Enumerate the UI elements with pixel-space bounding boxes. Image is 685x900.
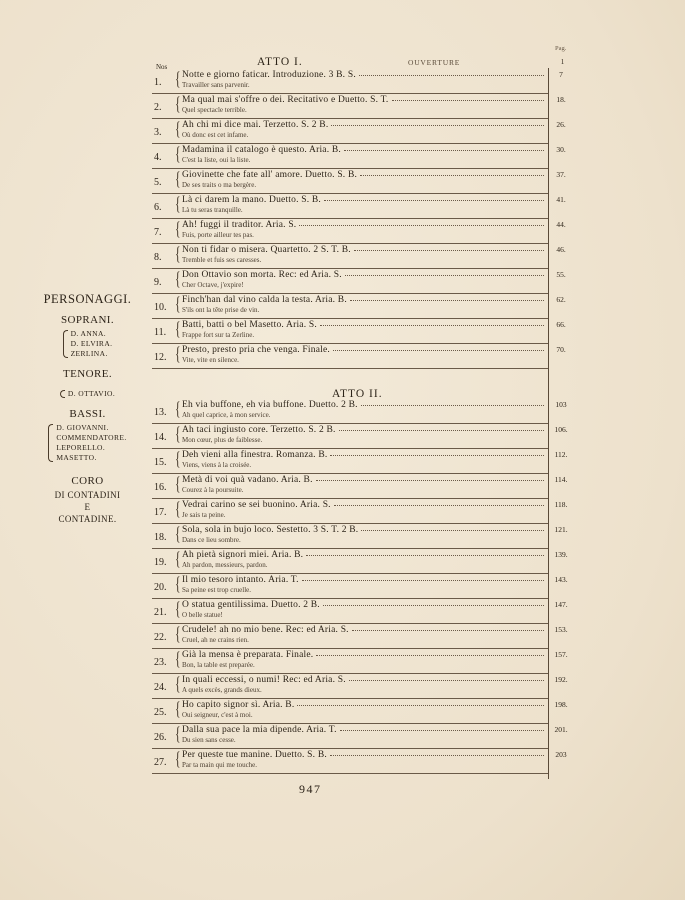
entry-title-italian: Eh via buffone, eh via buffone. Duetto. 2 B. — [182, 400, 358, 410]
entry-title-french: De ses traits o ma bergère. — [182, 181, 257, 189]
entry-title-italian: Dalla sua pace la mia dipende. Aria. T. — [182, 725, 337, 735]
leader-dots — [324, 200, 544, 201]
leader-dots — [320, 325, 544, 326]
entry-page: 18. — [556, 95, 566, 104]
entry-title-french: A quels excès, grands dieux. — [182, 686, 262, 694]
entry-title-italian: Ho capito signor sì. Aria. B. — [182, 700, 295, 710]
entry-page: 121. — [554, 525, 568, 534]
index-entry — [152, 268, 572, 294]
coro-label: CORO — [71, 475, 104, 487]
entry-number: 22. — [154, 632, 167, 643]
act-two-heading: ATTO II. — [332, 388, 383, 400]
entry-page: 143. — [554, 575, 568, 584]
entry-title-french: Bon, la table est preparée. — [182, 661, 255, 669]
entry-title-italian: Ma qual mai s'offre o dei. Recitativo e Duetto. S. T. — [182, 95, 389, 105]
entry-title-italian: Giovinette che fate all' amore. Duetto. S. B. — [182, 170, 358, 180]
index-entry — [152, 318, 572, 344]
index-entry — [152, 523, 572, 549]
brace-icon: { — [175, 144, 181, 165]
brace-icon: { — [175, 674, 181, 695]
entry-title-french: Mon cœur, plus de faiblesse. — [182, 436, 263, 444]
entry-page: 192. — [554, 675, 568, 684]
entry-title-french: Par ta main qui me touche. — [182, 761, 258, 769]
entry-page: 147. — [554, 600, 568, 609]
entry-title-french: Courez à la poursuite. — [182, 486, 244, 494]
index-entry — [152, 673, 572, 699]
entry-page: 153. — [554, 625, 568, 634]
brace-icon: { — [175, 344, 181, 365]
entry-number: 12. — [154, 352, 167, 363]
cast-list — [20, 292, 155, 526]
entry-title-italian: Presto, presto pria che venga. Finale. — [182, 345, 330, 355]
index-entry — [152, 193, 572, 219]
leader-dots — [333, 350, 544, 351]
entry-number: 3. — [154, 127, 162, 138]
entry-title-french: Là tu seras tranquille. — [182, 206, 243, 214]
leader-dots — [323, 605, 544, 606]
brace-icon: { — [175, 724, 181, 745]
brace-icon: { — [175, 319, 181, 340]
entry-title-italian: Metà di voi quà vadano. Aria. B. — [182, 475, 313, 485]
cast-name: D. OTTAVIO. — [67, 389, 116, 398]
entry-number: 26. — [154, 732, 167, 743]
entry-number: 10. — [154, 302, 167, 313]
entry-title-french: Quel spectacle terrible. — [182, 106, 247, 114]
entry-title-italian: Vedrai carino se sei buonino. Aria. S. — [182, 500, 331, 510]
entry-page: 70. — [556, 345, 566, 354]
entry-title-french: Cher Octave, j'expire! — [182, 281, 244, 289]
entry-number: 25. — [154, 707, 167, 718]
entry-title-italian: O statua gentilissima. Duetto. 2 B. — [182, 600, 320, 610]
cast-name: MASETTO. — [56, 453, 97, 462]
entry-title-french: Fuis, porte ailleur tes pas. — [182, 231, 254, 239]
entry-title-french: Ah pardon, messieurs, pardon. — [182, 561, 268, 569]
entry-title-french: Du sien sans cesse. — [182, 736, 236, 744]
brace-icon: { — [175, 269, 181, 290]
leader-dots — [359, 75, 544, 76]
overture-page: 1 — [560, 58, 565, 66]
entry-title-french: O belle statue! — [182, 611, 223, 619]
entry-number: 27. — [154, 757, 167, 768]
index-entry — [152, 168, 572, 194]
cast-name: D. GIOVANNI. — [56, 423, 109, 432]
entry-number: 7. — [154, 227, 162, 238]
entry-page: 44. — [556, 220, 566, 229]
entry-title-italian: Ah! fuggi il traditor. Aria. S. — [182, 220, 297, 230]
index-entry — [152, 723, 572, 749]
entry-number: 19. — [154, 557, 167, 568]
entry-title-french: Sa peine est trop cruelle. — [182, 586, 252, 594]
entry-number: 9. — [154, 277, 162, 288]
index-entry — [152, 143, 572, 169]
entry-number: 1. — [154, 77, 162, 88]
entry-page: 26. — [556, 120, 566, 129]
entry-title-italian: Per queste tue manine. Duetto. S. B. — [182, 750, 327, 760]
entry-page: 198. — [554, 700, 568, 709]
entry-number: 18. — [154, 532, 167, 543]
leader-dots — [316, 480, 544, 481]
cast-name: D. ELVIRA. — [70, 339, 113, 348]
entry-page: 62. — [556, 295, 566, 304]
index-entry — [152, 118, 572, 144]
entry-title-french: Tremble et fuis ses caresses. — [182, 256, 262, 264]
index-entry — [152, 448, 572, 474]
brace-icon: { — [175, 624, 181, 645]
soprani-group — [63, 329, 113, 359]
entry-title-french: Frappe fort sur ta Zerline. — [182, 331, 255, 339]
entry-page: 114. — [554, 475, 568, 484]
index-entry — [152, 68, 572, 94]
entry-number: 6. — [154, 202, 162, 213]
brace-icon: { — [175, 219, 181, 240]
leader-dots — [340, 730, 544, 731]
overture-label: OUVERTURE — [408, 58, 461, 67]
leader-dots — [331, 125, 544, 126]
index-entry — [152, 498, 572, 524]
entry-page: 41. — [556, 195, 566, 204]
soprani-label: SOPRANI. — [60, 314, 115, 326]
entry-title-italian: Finch'han dal vino calda la testa. Aria. B. — [182, 295, 347, 305]
cast-name: D. ANNA. — [70, 329, 107, 338]
leader-dots — [330, 455, 544, 456]
entry-title-french: C'est la liste, oui la liste. — [182, 156, 251, 164]
entry-title-italian: Ah pietà signori miei. Aria. B. — [182, 550, 304, 560]
entry-page: 157. — [554, 650, 568, 659]
leader-dots — [350, 300, 544, 301]
index-entry — [152, 293, 572, 319]
leader-dots — [339, 430, 544, 431]
entry-number: 21. — [154, 607, 167, 618]
entry-page: 55. — [556, 270, 566, 279]
brace-icon: { — [175, 94, 181, 115]
tenore-group — [60, 389, 115, 399]
brace-icon: { — [175, 524, 181, 545]
entry-title-french: Dans ce lieu sombre. — [182, 536, 241, 544]
bassi-group — [48, 423, 126, 463]
entry-title-italian: Il mio tesoro intanto. Aria. T. — [182, 575, 299, 585]
brace-icon: { — [175, 424, 181, 445]
entry-title-italian: Madamina il catalogo è questo. Aria. B. — [182, 145, 341, 155]
entry-title-french: Travailler sans parvenir. — [182, 81, 250, 89]
entry-page: 118. — [554, 500, 568, 509]
entry-title-french: Cruel, ah ne crains rien. — [182, 636, 249, 644]
index-entry — [152, 398, 572, 424]
entry-number: 20. — [154, 582, 167, 593]
leader-dots — [354, 250, 544, 251]
entry-number: 17. — [154, 507, 167, 518]
brace-icon: { — [175, 449, 181, 470]
cast-name: LEPORELLO. — [56, 443, 106, 452]
index-entry — [152, 573, 572, 599]
leader-dots — [330, 755, 544, 756]
brace-icon: { — [175, 599, 181, 620]
leader-dots — [392, 100, 544, 101]
entry-title-french: Ah quel caprice, à mon service. — [182, 411, 271, 419]
entry-title-italian: Notte e giorno faticar. Introduzione. 3 B. S. — [182, 70, 356, 80]
leader-dots — [360, 175, 544, 176]
entry-title-italian: In quali eccessi, o numi! Rec: ed Aria. S. — [182, 675, 346, 685]
brace-icon: { — [175, 244, 181, 265]
entry-title-french: Où donc est cet infame. — [182, 131, 249, 139]
coro-line: E — [84, 502, 91, 512]
coro-line: CONTADINE. — [58, 514, 117, 524]
entry-page: 37. — [556, 170, 566, 179]
index-entry — [152, 648, 572, 674]
cast-heading: PERSONAGGI. — [43, 292, 132, 306]
entry-page: 7 — [559, 70, 563, 79]
brace-icon: { — [175, 549, 181, 570]
entry-number: 23. — [154, 657, 167, 668]
entry-page: 66. — [556, 320, 566, 329]
brace-icon: { — [175, 699, 181, 720]
index-entry — [152, 343, 572, 369]
entry-number: 13. — [154, 407, 167, 418]
brace-icon: { — [175, 294, 181, 315]
entry-page: 112. — [554, 450, 568, 459]
leader-dots — [316, 655, 544, 656]
entry-title-french: Oui seigneur, c'est à moi. — [182, 711, 253, 719]
index-entry — [152, 698, 572, 724]
page-column-label: Pag. — [555, 45, 567, 52]
entry-page: 30. — [556, 145, 566, 154]
entry-number: 16. — [154, 482, 167, 493]
entry-number: 15. — [154, 457, 167, 468]
index-entry — [152, 548, 572, 574]
leader-dots — [361, 530, 544, 531]
leader-dots — [334, 505, 544, 506]
coro-line: DI CONTADINI — [54, 490, 121, 500]
cast-name: COMMENDATORE. — [56, 433, 127, 442]
index-entry — [152, 473, 572, 499]
entry-title-italian: Deh vieni alla finestra. Romanza. B. — [182, 450, 328, 460]
plate-number: 947 — [299, 782, 322, 796]
entry-number: 14. — [154, 432, 167, 443]
brace-icon: { — [175, 574, 181, 595]
entry-title-french: Viens, viens à la croisée. — [182, 461, 252, 469]
brace-icon: { — [175, 69, 181, 90]
entry-title-italian: Là ci darem la mano. Duetto. S. B. — [182, 195, 321, 205]
entry-title-italian: Ah taci ingiusto core. Terzetto. S. 2 B. — [182, 425, 336, 435]
entry-page: 106. — [554, 425, 568, 434]
index-entry — [152, 218, 572, 244]
leader-dots — [345, 275, 544, 276]
leader-dots — [306, 555, 544, 556]
leader-dots — [297, 705, 544, 706]
cast-name: ZERLINA. — [70, 349, 108, 358]
brace-icon: { — [175, 119, 181, 140]
entry-page: 201. — [554, 725, 568, 734]
tenore-label: TENORE. — [63, 368, 112, 380]
entry-title-french: S'ils ont la tête prise de vin. — [182, 306, 260, 314]
index-entry — [152, 93, 572, 119]
brace-icon: { — [175, 169, 181, 190]
leader-dots — [352, 630, 544, 631]
entry-number: 2. — [154, 102, 162, 113]
entry-number: 4. — [154, 152, 162, 163]
leader-dots — [344, 150, 544, 151]
index-entry — [152, 623, 572, 649]
brace-icon: { — [175, 474, 181, 495]
index-entry — [152, 423, 572, 449]
entry-page: 103 — [555, 400, 567, 409]
index-entry — [152, 598, 572, 624]
leader-dots — [361, 405, 544, 406]
entry-page: 203 — [555, 750, 567, 759]
brace-icon: { — [175, 194, 181, 215]
entry-page: 46. — [556, 245, 566, 254]
leader-dots — [302, 580, 544, 581]
leader-dots — [349, 680, 544, 681]
entry-title-italian: Don Ottavio son morta. Rec: ed Aria. S. — [182, 270, 342, 280]
numbers-column-label: Nos — [156, 63, 168, 71]
brace-icon: { — [175, 749, 181, 770]
act-one-heading: ATTO I. — [257, 56, 303, 68]
entry-number: 8. — [154, 252, 162, 263]
entry-title-italian: Crudele! ah no mio bene. Rec: ed Aria. S. — [182, 625, 349, 635]
entry-page: 139. — [554, 550, 568, 559]
entry-number: 11. — [154, 327, 167, 338]
bassi-label: BASSI. — [69, 408, 106, 420]
brace-icon: { — [175, 499, 181, 520]
brace-icon: { — [175, 399, 181, 420]
brace-icon: { — [175, 649, 181, 670]
entry-title-italian: Batti, batti o bel Masetto. Aria. S. — [182, 320, 317, 330]
entry-title-french: Je sais ta peine. — [182, 511, 226, 519]
entry-title-italian: Non ti fidar o misera. Quartetto. 2 S. T. B. — [182, 245, 351, 255]
entry-title-french: Vite, vite en silence. — [182, 356, 239, 364]
entry-title-italian: Già la mensa è preparata. Finale. — [182, 650, 314, 660]
entry-title-italian: Sola, sola in bujo loco. Sestetto. 3 S. T. 2 B. — [182, 525, 359, 535]
entry-title-italian: Ah chi mi dice mai. Terzetto. S. 2 B. — [182, 120, 329, 130]
entry-number: 5. — [154, 177, 162, 188]
leader-dots — [299, 225, 544, 226]
index-entry — [152, 748, 572, 774]
entry-number: 24. — [154, 682, 167, 693]
index-entry — [152, 243, 572, 269]
